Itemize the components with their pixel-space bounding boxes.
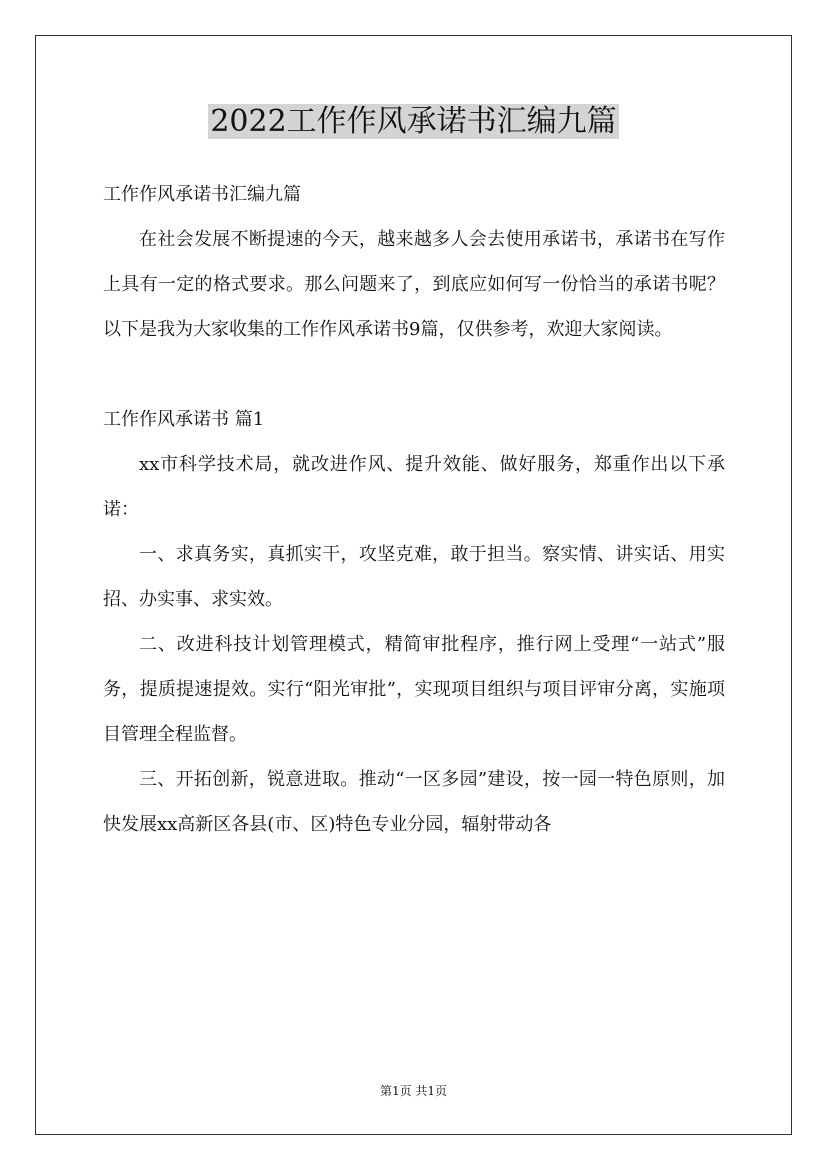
intro-paragraph: 在社会发展不断提速的今天，越来越多人会去使用承诺书，承诺书在写作上具有一定的格式要求。那么问题来了，到底应如何写一份恰当的承诺书呢？以下是我为大家收集的工作作风承诺书9篇，仅供参考，欢迎大家阅读。: [103, 229, 725, 340]
section-heading: 工作作风承诺书 篇1: [103, 409, 265, 430]
body-paragraph: 二、改进科技计划管理模式，精简审批程序，推行网上受理“一站式”服务，提质提速提效。实行“阳光审批”，实现项目组织与项目评审分离，实施项目管理全程监督。: [103, 634, 725, 745]
document-body: [103, 172, 725, 847]
subtitle-paragraph: 工作作风承诺书汇编九篇: [103, 184, 301, 205]
document-title-text: 2022工作作风承诺书汇编九篇: [210, 104, 617, 139]
body-paragraph: xx市科学技术局，就改进作风、提升效能、做好服务，郑重作出以下承诺：: [103, 454, 725, 520]
page-footer: 第1页 共1页: [379, 1084, 448, 1098]
document-title: [0, 100, 827, 144]
body-paragraph: 一、求真务实，真抓实干，攻坚克难，敢于担当。察实情、讲实话、用实招、办实事、求实效。: [103, 544, 725, 610]
body-paragraph: 三、开拓创新，锐意进取。推动“一区多园”建设，按一园一特色原则，加快发展xx高新区各县(市、区)特色专业分园，辐射带动各: [103, 769, 725, 835]
paragraph-spacer: [103, 352, 725, 397]
